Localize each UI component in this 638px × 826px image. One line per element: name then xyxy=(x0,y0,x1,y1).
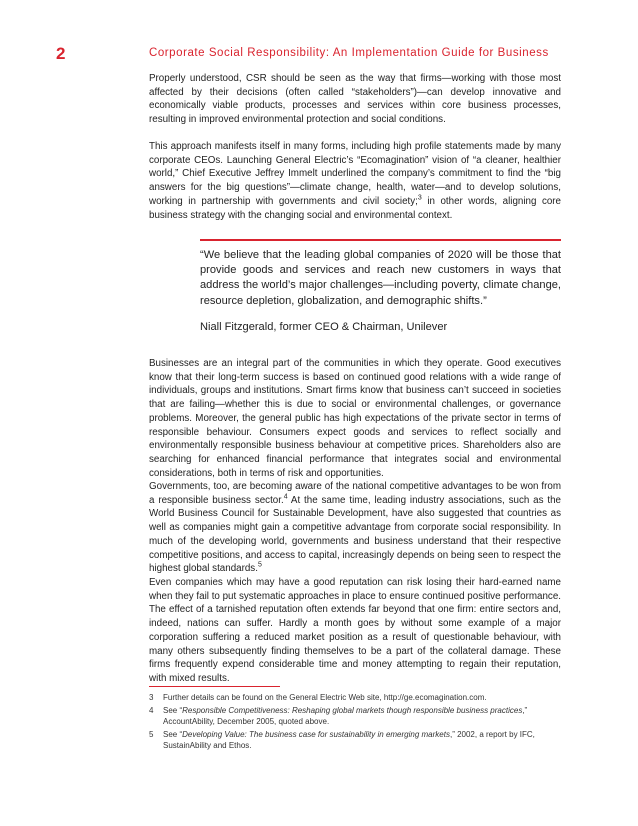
footnote-text: Further details can be found on the General Electric Web site, http://ge.ecomagination.com. xyxy=(163,693,487,702)
footnote-3 xyxy=(149,692,561,703)
footnote-text: See “Responsible Competitiveness: Reshaping global markets though responsible business practices,” AccountAbility, December 2005, quoted above. xyxy=(163,706,528,727)
quote-text: “We believe that the leading global companies of 2020 will be those that provide goods and services and reach new customers in ways that address the world’s major challenges—including poverty, climate change, resource depletion, globalization, and demographic shifts.” xyxy=(200,249,561,307)
paragraph-text: This approach manifests itself in many forms, including high profile statements made by many corporate CEOs. Launching General Electric’s “Ecomagination” vision of “a cleaner, healthier world,” Chief Executive Jeffrey Immelt underlined the company’s commitment to find the “big answers for the big questions”—climate change, health, water—and to develop solutions, working in partnership with governments and civil society;$^3$ in other words, aligning core business strategy with the changing social and environmental context. xyxy=(149,141,562,221)
footnote-number: 4 xyxy=(149,706,154,715)
paragraph-text: Properly understood, CSR should be seen as the way that firms—working with those most affected by their decisions (often called “stakeholders”)—can develop innovative and economically viable products, processes and services within core business processes, resulting in improved environmental protection and social conditions. xyxy=(149,73,561,126)
footnote-ref-4: 4 xyxy=(283,493,288,501)
body-paragraph-1 xyxy=(149,72,561,127)
paragraph-text: Governments, too, are becoming aware of the national competitive advantages to be won from a responsible business sector.$^4$ At the same time, leading industry associations, such as the World Business Council for Sustainable Development, have also suggested that countries as well as companies might gain a competitive advantage from corporate social responsibility. In much of the developing world, governments and business understand that their respective competitive positions, and access to capital, increasingly depends on being seen to respect the highest global standards.$^5$ xyxy=(149,481,561,575)
body-paragraph-3 xyxy=(149,357,561,480)
footnote-number: 5 xyxy=(149,730,154,739)
page-number: 2 xyxy=(56,44,66,63)
quote-divider xyxy=(200,239,561,241)
body-paragraph-2 xyxy=(149,140,561,222)
running-head: Corporate Social Responsibility: An Implementation Guide for Business xyxy=(149,47,549,59)
paragraph-text: Even companies which may have a good reputation can risk losing their hard-earned name when they fail to put systematic approaches in place to ensure continued positive performance. The effect of a tarnished reputation often extends far beyond that one firm: entire sectors and, indeed, nations can suffer. Hardly a month goes by without some example of a major corporation suffering a reduced market position as a result of questionable behaviour, with many others subsequently finding themselves to be a part of the collateral damage. These firms frequently expend considerable time and money attempting to regain their reputation, with mixed results. xyxy=(149,577,561,684)
pull-quote xyxy=(200,239,561,335)
footnote-ref-3: 3 xyxy=(417,194,422,202)
paragraph-text: Businesses are an integral part of the communities in which they operate. Good executives know that their long-term success is based on continued good relations with a wide range of individuals, groups and institutions. Smart firms know that business can’t succeed in societies that are failing—whether this is due to social or environmental challenges, or governance problems. Moreover, the general public has high expectations of the private sector in terms of responsible behaviour. Consumers expect goods and services to reflect socially and environmentally responsible business behaviour at competitive prices. Shareholders also are searching for enhanced financial performance that integrates social and environmental considerations, both in terms of risk and opportunities. xyxy=(149,358,561,479)
footnote-divider xyxy=(149,686,280,687)
quote-attribution: Niall Fitzgerald, former CEO & Chairman, Unilever xyxy=(200,320,448,333)
footnote-ref-5: 5 xyxy=(257,561,262,569)
footnote-text: See “Developing Value: The business case for sustainability in emerging markets,” 2002, a report by IFC, SustainAbility and Ethos. xyxy=(163,730,535,751)
body-paragraph-5 xyxy=(149,576,561,686)
footnote-5 xyxy=(149,729,561,751)
footnote-number: 3 xyxy=(149,693,154,702)
body-paragraph-4 xyxy=(149,480,561,576)
footnote-4 xyxy=(149,705,561,727)
